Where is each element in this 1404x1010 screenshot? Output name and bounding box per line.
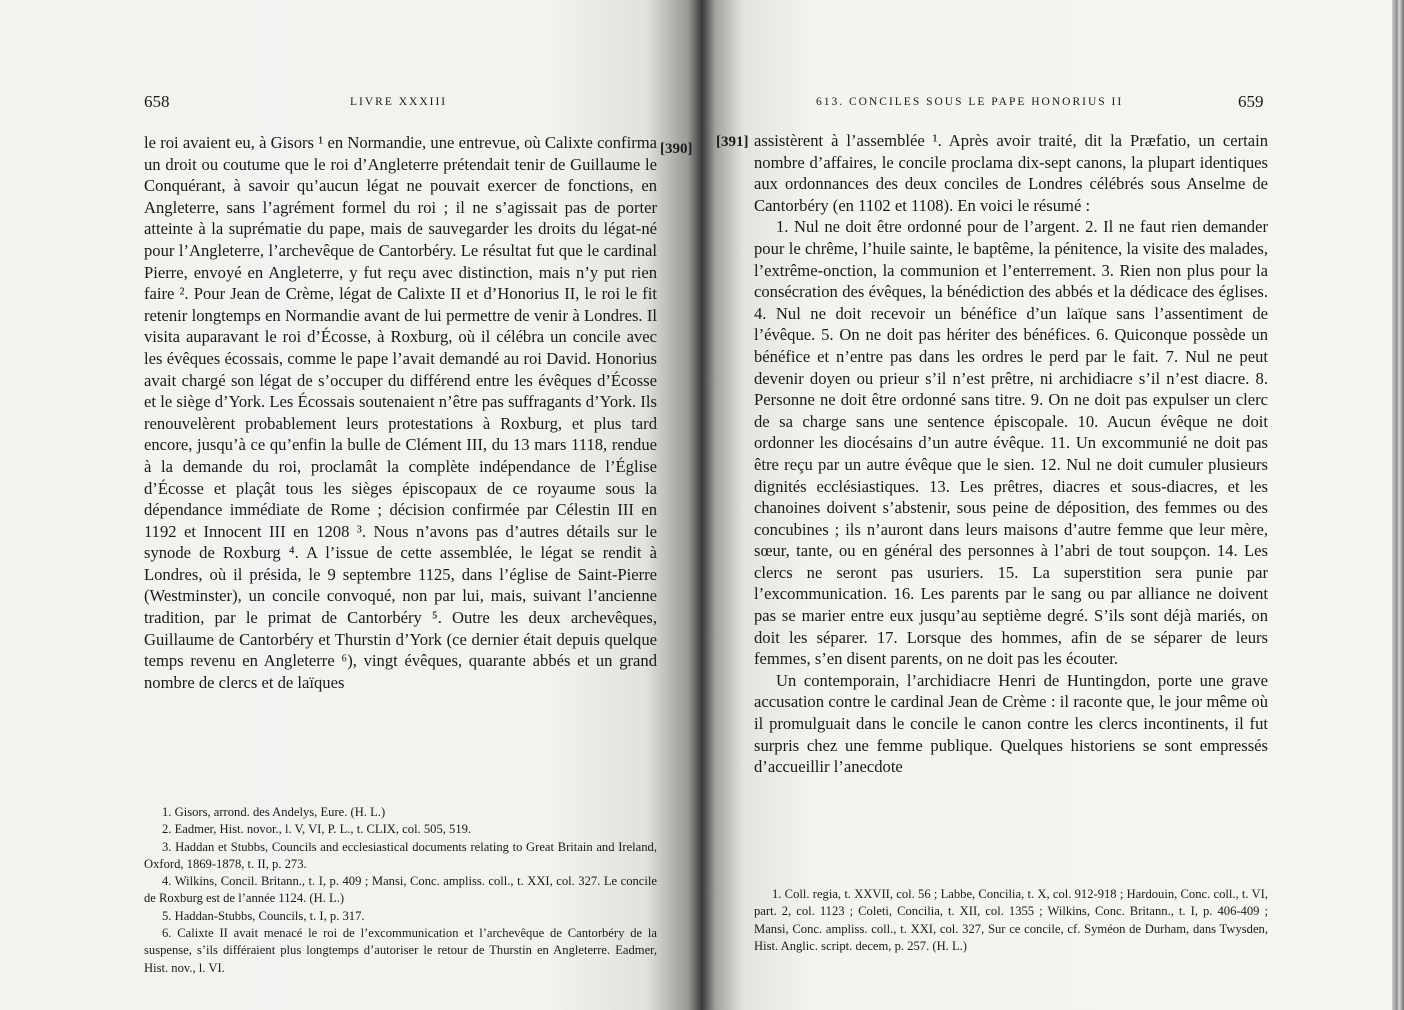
margin-page-marker: [391] — [716, 134, 749, 150]
footnote: 1. Coll. regia, t. XXVII, col. 56 ; Labbe, Concilia, t. X, col. 912-918 ; Hardouin, Conc. coll., t. VI, part. 2, col. 1123 ; Coleti, Concilia, t. XII, col. 1355 ; Wilkins, Conc. Britann., t. I, p. 406-409 ; Mansi, Conc. ampliss. coll., t. XXI, col. 327, Sur ce concile, cf. Syméon de Durham, dans Twysden, Hist. Anglic. script. decem, p. 257. (H. L.) — [754, 887, 1268, 953]
paragraph: Un contemporain, l’archidiacre Henri de Huntingdon, porte une grave accusation contre le cardinal Jean de Crème : il raconte que, le jour même où il promulguait dans le concile le canon contre les clercs incontinents, il fut surpris chez une femme publique. Quelques historiens se sont empressés d’accueillir l’anecdote — [754, 670, 1268, 777]
page-edge — [1392, 0, 1404, 1010]
footnotes — [754, 886, 1268, 955]
page-number: 658 — [144, 92, 170, 111]
main-text — [144, 132, 657, 693]
paragraph: 1. Nul ne doit être ordonné pour de l’argent. 2. Il ne faut rien demander pour le chrême, l’huile sainte, le baptême, la pénitence, la visite des malades, l’extrême-onction, la communion et l’enterrement. 3. Rien non plus pour la consécration des évêques, la bénédiction des abbés et la dédicace des églises. 4. Nul ne doit recevoir un bénéfice d’un laïque sans l’assentiment de l’évêque. 5. On ne doit pas hériter des bénéfices. 6. Quiconque possède un bénéfice et n’entre pas dans les ordres le perd par le fait. 7. Nul ne peut devenir doyen ou prieur s’il n’est prêtre, ni archidiacre s’il n’est diacre. 8. Personne ne doit être ordonné sans titre. 9. On ne doit pas expulser un clerc de sa charge sans une sentence épiscopale. 10. Aucun évêque ne doit ordonner les diocésains d’un autre évêque. 11. Un excommunié ne doit pas être reçu par un autre évêque que le sien. 12. Nul ne doit cumuler plusieurs dignités ecclésiastiques. 13. Les prêtres, diacres et sous-diacres, et les chanoines doivent s’abstenir, sous peine de déposition, des femmes ou des concubines ; ils n’auront dans leurs maisons d’autre femme que leur mère, sœur, tante, ou en général des personnes à l’abri de tout soupçon. 14. Les clercs ne seront pas usuriers. 15. La superstition sera punie par l’excommunication. 16. Les parents par le sang ou par alliance ne doivent pas se marier entre eux jusqu’au septième degré. S’ils sont déjà mariés, on doit les séparer. 17. Lorsque des hommes, afin de se séparer de leurs femmes, s’en disent parents, on ne doit pas les écouter. — [754, 217, 1268, 669]
footnote: 4. Wilkins, Concil. Britann., t. I, p. 409 ; Mansi, Conc. ampliss. coll., t. XXI, col. 327. Le concile de Roxburg est de l’année 1124. (H. L.) — [144, 874, 657, 906]
footnote: 2. Eadmer, Hist. novor., l. V, VI, P. L., t. CLIX, col. 505, 519. — [162, 822, 472, 837]
footnotes — [144, 804, 657, 977]
footnote: 5. Haddan-Stubbs, Councils, t. I, p. 317. — [162, 908, 365, 923]
running-head: 613. CONCILES SOUS LE PAPE HONORIUS II — [816, 96, 1124, 108]
running-head: LIVRE XXXIII — [350, 96, 448, 108]
main-text — [754, 130, 1268, 778]
footnote: 1. Gisors, arrond. des Andelys, Eure. (H. L.) — [162, 805, 386, 819]
paragraph: le roi avaient eu, à Gisors ¹ en Normandie, une entrevue, où Calixte confirma un droit ou coutume que le roi d’Angleterre prétendait tenir de Guillaume le Conquérant, à savoir qu’aucun légat ne pouvait exercer de fonctions, en Angleterre, sans l’agrément formel du roi ; il ne s’agissait pas de porter atteinte à la suprématie du pape, mais de sauvegarder les droits du légat-né pour l’Angleterre, l’archevêque de Cantorbéry. Le résultat fut que le cardinal Pierre, envoyé en Angleterre, y fut reçu avec distinction, mais n’y put rien faire ². Pour Jean de Crème, légat de Calixte II et d’Honorius II, le roi le fit retenir longtemps en Normandie avant de lui permettre de venir à Londres. Il visita auparavant le roi d’Écosse, à Roxburg, où il célébra un concile avec les évêques écossais, comme le pape l’avait demandé au roi David. Honorius avait chargé son légat de s’occuper du différend entre les évêques d’Écosse et le siège d’York. Les Écossais soutenaient n’être pas suffragants d’York. Ils renouvelèrent probablement leurs protestations à Roxburg, et plus tard encore, jusqu’à ce qu’enfin la bulle de Clément III, du 13 mars 1118, rendue à la demande du roi, proclamât la complète indépendance de l’Église d’Écosse et plaçât tous les sièges épiscopaux de ce royaume sous la dépendance immédiate de Rome ; décision confirmée par Célestin III en 1192 et Innocent III en 1208 ³. Nous n’avons pas d’autres détails sur le synode de Roxburg ⁴. A l’issue de cette assemblée, le légat se rendit à Londres, où il présida, le 9 septembre 1125, dans l’église de Saint-Pierre (Westminster), un concile convoqué, non par lui, mais, suivant l’ancienne tradition, par le primat de Cantorbéry ⁵. Outre les deux archevêques, Guillaume de Cantorbéry et Thurstin d’York (ce dernier était depuis quelque temps revenu en Angleterre ⁶), vingt évêques, quarante abbés et un grand nombre de clercs et de laïques — [144, 133, 657, 692]
footnote: 3. Haddan et Stubbs, Councils and ecclesiastical documents relating to Great Britain and Ireland, Oxford, 1869-1878, t. II, p. 273. — [144, 839, 657, 871]
margin-page-marker: [390] — [660, 141, 693, 157]
paragraph: assistèrent à l’assemblée ¹. Après avoir traité, dit la Præfatio, un certain nombre d’affaires, le concile proclama dix-sept canons, la plupart identiques aux ordonnances des deux conciles de Londres célébrés sous Anselme de Cantorbéry (en 1102 et 1108). En voici le résumé : — [754, 131, 1268, 215]
page-number: 659 — [1238, 92, 1264, 111]
footnote: 6. Calixte II avait menacé le roi de l’excommunication et l’archevêque de Cantorbéry de la suspense, s’ils différaient plus longtemps d’autoriser le retour de Thurstin en Angleterre. Eadmer, Hist. nov., l. VI. — [144, 926, 657, 975]
right-page — [702, 0, 1392, 1010]
